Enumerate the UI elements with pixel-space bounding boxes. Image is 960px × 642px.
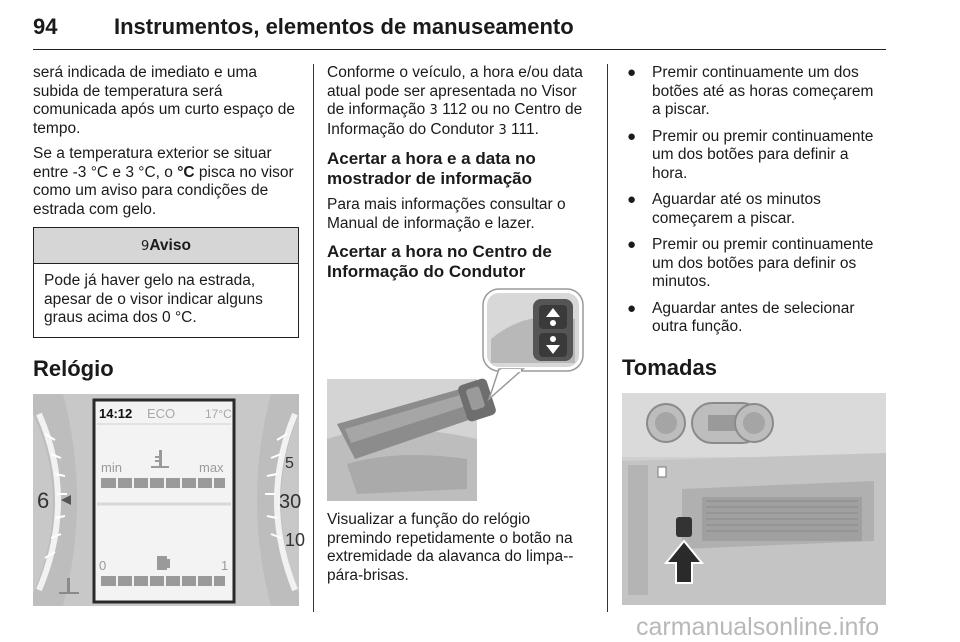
warning-text: Pode já haver gelo na estrada, apesar de o visor indicar alguns graus acima dos 0 °C. [44,272,263,326]
list-item: ● Premir ou premir continuamente um dos botões para definir a hora. [627,127,874,182]
bullet-icon: ● [627,191,637,208]
bullet-icon: ● [627,64,637,81]
watermark: carmanualsonline.info [636,613,880,641]
socket-icon [676,517,692,537]
wiper-lever-illustration [327,289,595,501]
page-title: Instrumentos, elementos de manuseamento [114,14,574,39]
paragraph-ice-warning: Se a temperatura exterior se situar entre -3 °C e 3 °C, o °C pisca no visor como um aviso para condições de estrada com gelo. [33,145,294,218]
gauge-left-number: 6 [37,487,50,513]
list-item: ● Aguardar até os minutos começarem a piscar. [627,191,821,227]
gauge-right-number-1: 5 [285,454,294,472]
display-fuel-zero: 0 [99,557,107,573]
section-title-clock: Relógio [33,355,114,381]
page-header [33,14,886,50]
list-item: ● Premir ou premir continuamente um dos botões para definir os minutos. [627,236,874,290]
gauge-right-number-2: 30 [279,490,302,513]
warning-box [33,227,299,338]
paragraph-temperature-rise: será indicada de imediato e uma subida de temperatura será comunicada após um curto espaço de tempo. [33,64,295,137]
heading-set-time-driver-info: Acertar a hora no Centro de Informação do Condutor [327,242,552,281]
display-min: min [101,459,122,475]
heading-set-time-info-display: Acertar a hora e a data no mostrador de informação [327,149,536,188]
display-fuel-one: 1 [221,557,229,573]
celsius-bold: °C [177,163,195,181]
warning-header [34,228,298,264]
display-eco: ECO [147,405,176,421]
column-1 [33,64,306,606]
list-item: ● Premir continuamente um dos botões até as horas começarem a piscar. [627,64,874,118]
paragraph-clock-function: Visualizar a função do relógio premindo repetidamente o botão na extremidade da alavanca do limpa--pára-brisas. [327,511,574,584]
paragraph-time-display: Conforme o veículo, a hora e/ou data atual pode ser apresentada no Visor de informação 3 112 ou no Centro de Informação do Condutor 3 111. [327,64,583,138]
list-item: ● Aguardar antes de selecionar outra função. [627,299,855,335]
display-time: 14:12 [99,405,133,421]
display-max: max [199,459,224,475]
column-2 [327,64,595,592]
display-temperature: 17°C [205,406,232,421]
page-number: 94 [33,14,58,39]
bullet-icon: ● [627,299,637,317]
warning-triangle-icon: 9 [141,239,150,254]
bullet-icon: ● [627,127,637,145]
instruction-list [622,64,886,337]
column-3 [622,64,886,605]
gauge-right-number-3: 10 [285,529,306,550]
warning-title: Aviso [149,237,191,254]
dashboard-display-illustration [33,394,306,606]
power-outlet-illustration [622,393,886,605]
paragraph-more-info: Para mais informações consultar o Manual de informação e lazer. [327,196,566,232]
page-reference-icon: 3 [498,122,507,138]
column-divider-2 [607,64,608,612]
page-reference-icon: 3 [429,103,438,118]
section-title-outlets: Tomadas [622,354,717,380]
column-divider-1 [313,64,314,612]
bullet-icon: ● [627,236,637,253]
